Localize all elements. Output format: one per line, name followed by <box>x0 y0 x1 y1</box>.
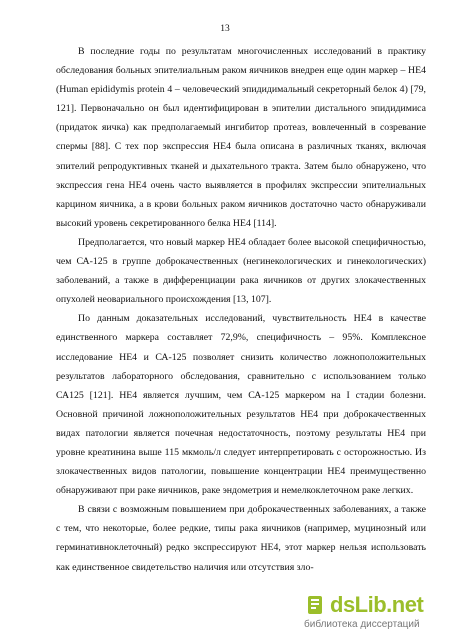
paragraph-4-clip <box>56 500 426 573</box>
watermark[interactable] <box>300 586 450 637</box>
watermark-row <box>306 592 423 618</box>
watermark-tagline: библиотека диссертаций <box>304 619 420 630</box>
paragraph-4: В связи с возможным повышением при доброкачественных заболеваниях, а также с тем, что некоторые, более редкие, типы рака яичников (например, муцинозный или герминативноклеточный) редко экспрессируют НЕ4, этот маркер нельзя использовать как единственное свидетельство наличия или отсутствия зло- <box>56 504 426 573</box>
paragraph-1: В последние годы по результатам многочисленных исследований в практику обследования больных эпителиальным раком яичников внедрен еще один маркер – НЕ4 (Human epididymis protein 4 – человеческий эпидидимальный секреторный белок 4) [79, 121]. Первоначально он был идентифицирован в эпителии дистального эпидидимиса (придаток яичка) как предполагаемый ингибитор протеаз, вовлеченный в созревание спермы [88]. С тех пор экспрессия НЕ4 была описана в различных тканях, включая эпителий репродуктивных тканей и дыхательного тракта. Затем было обнаружено, что экспрессия гена НЕ4 очень часто выявляется в профилях экспрессии эпителиальных карцином яичника, а в крови больных раком яичников достаточно часто обнаруживали высокий уровень секретированного белка НЕ4 [114]. <box>56 46 426 229</box>
watermark-brand: dsLib.net <box>330 592 424 617</box>
paragraph-3: По данным доказательных исследований, чувствительность НЕ4 в качестве единственного маркера составляет 72,9%, специфичность – 95%. Комплексное исследование НЕ4 и СА-125 позволяет снизить количество ложноположительных результатов лабораторного обследования, сравнительно с использованием только СА125 [121]. НЕ4 является лучшим, чем СА-125 маркером на I стадии болезни. Основной причиной ложноположительных результатов НЕ4 при доброкачественных видах патологии является почечная недостаточность, поэтому результаты НЕ4 при уровне креатинина выше 115 мкмоль/л следует интерпретировать с осторожностью. Из злокачественных видов патологии, повышение концентрации НЕ4 преимущественно обнаруживают при раке яичников, раке эндометрия и немелкоклеточном раке легких. <box>56 313 426 497</box>
page-number: 13 <box>220 24 230 34</box>
paragraph-2: Предполагается, что новый маркер НЕ4 обладает более высокой специфичностью, чем СА-125 в группе доброкачественных (негинекологических и гинекологических) заболеваний, а также в дифференциации рака яичников от других злокачественных опухолей неовариального происхождения [13, 107]. <box>56 236 426 306</box>
book-logo-icon <box>306 594 326 616</box>
document-body <box>56 42 426 573</box>
